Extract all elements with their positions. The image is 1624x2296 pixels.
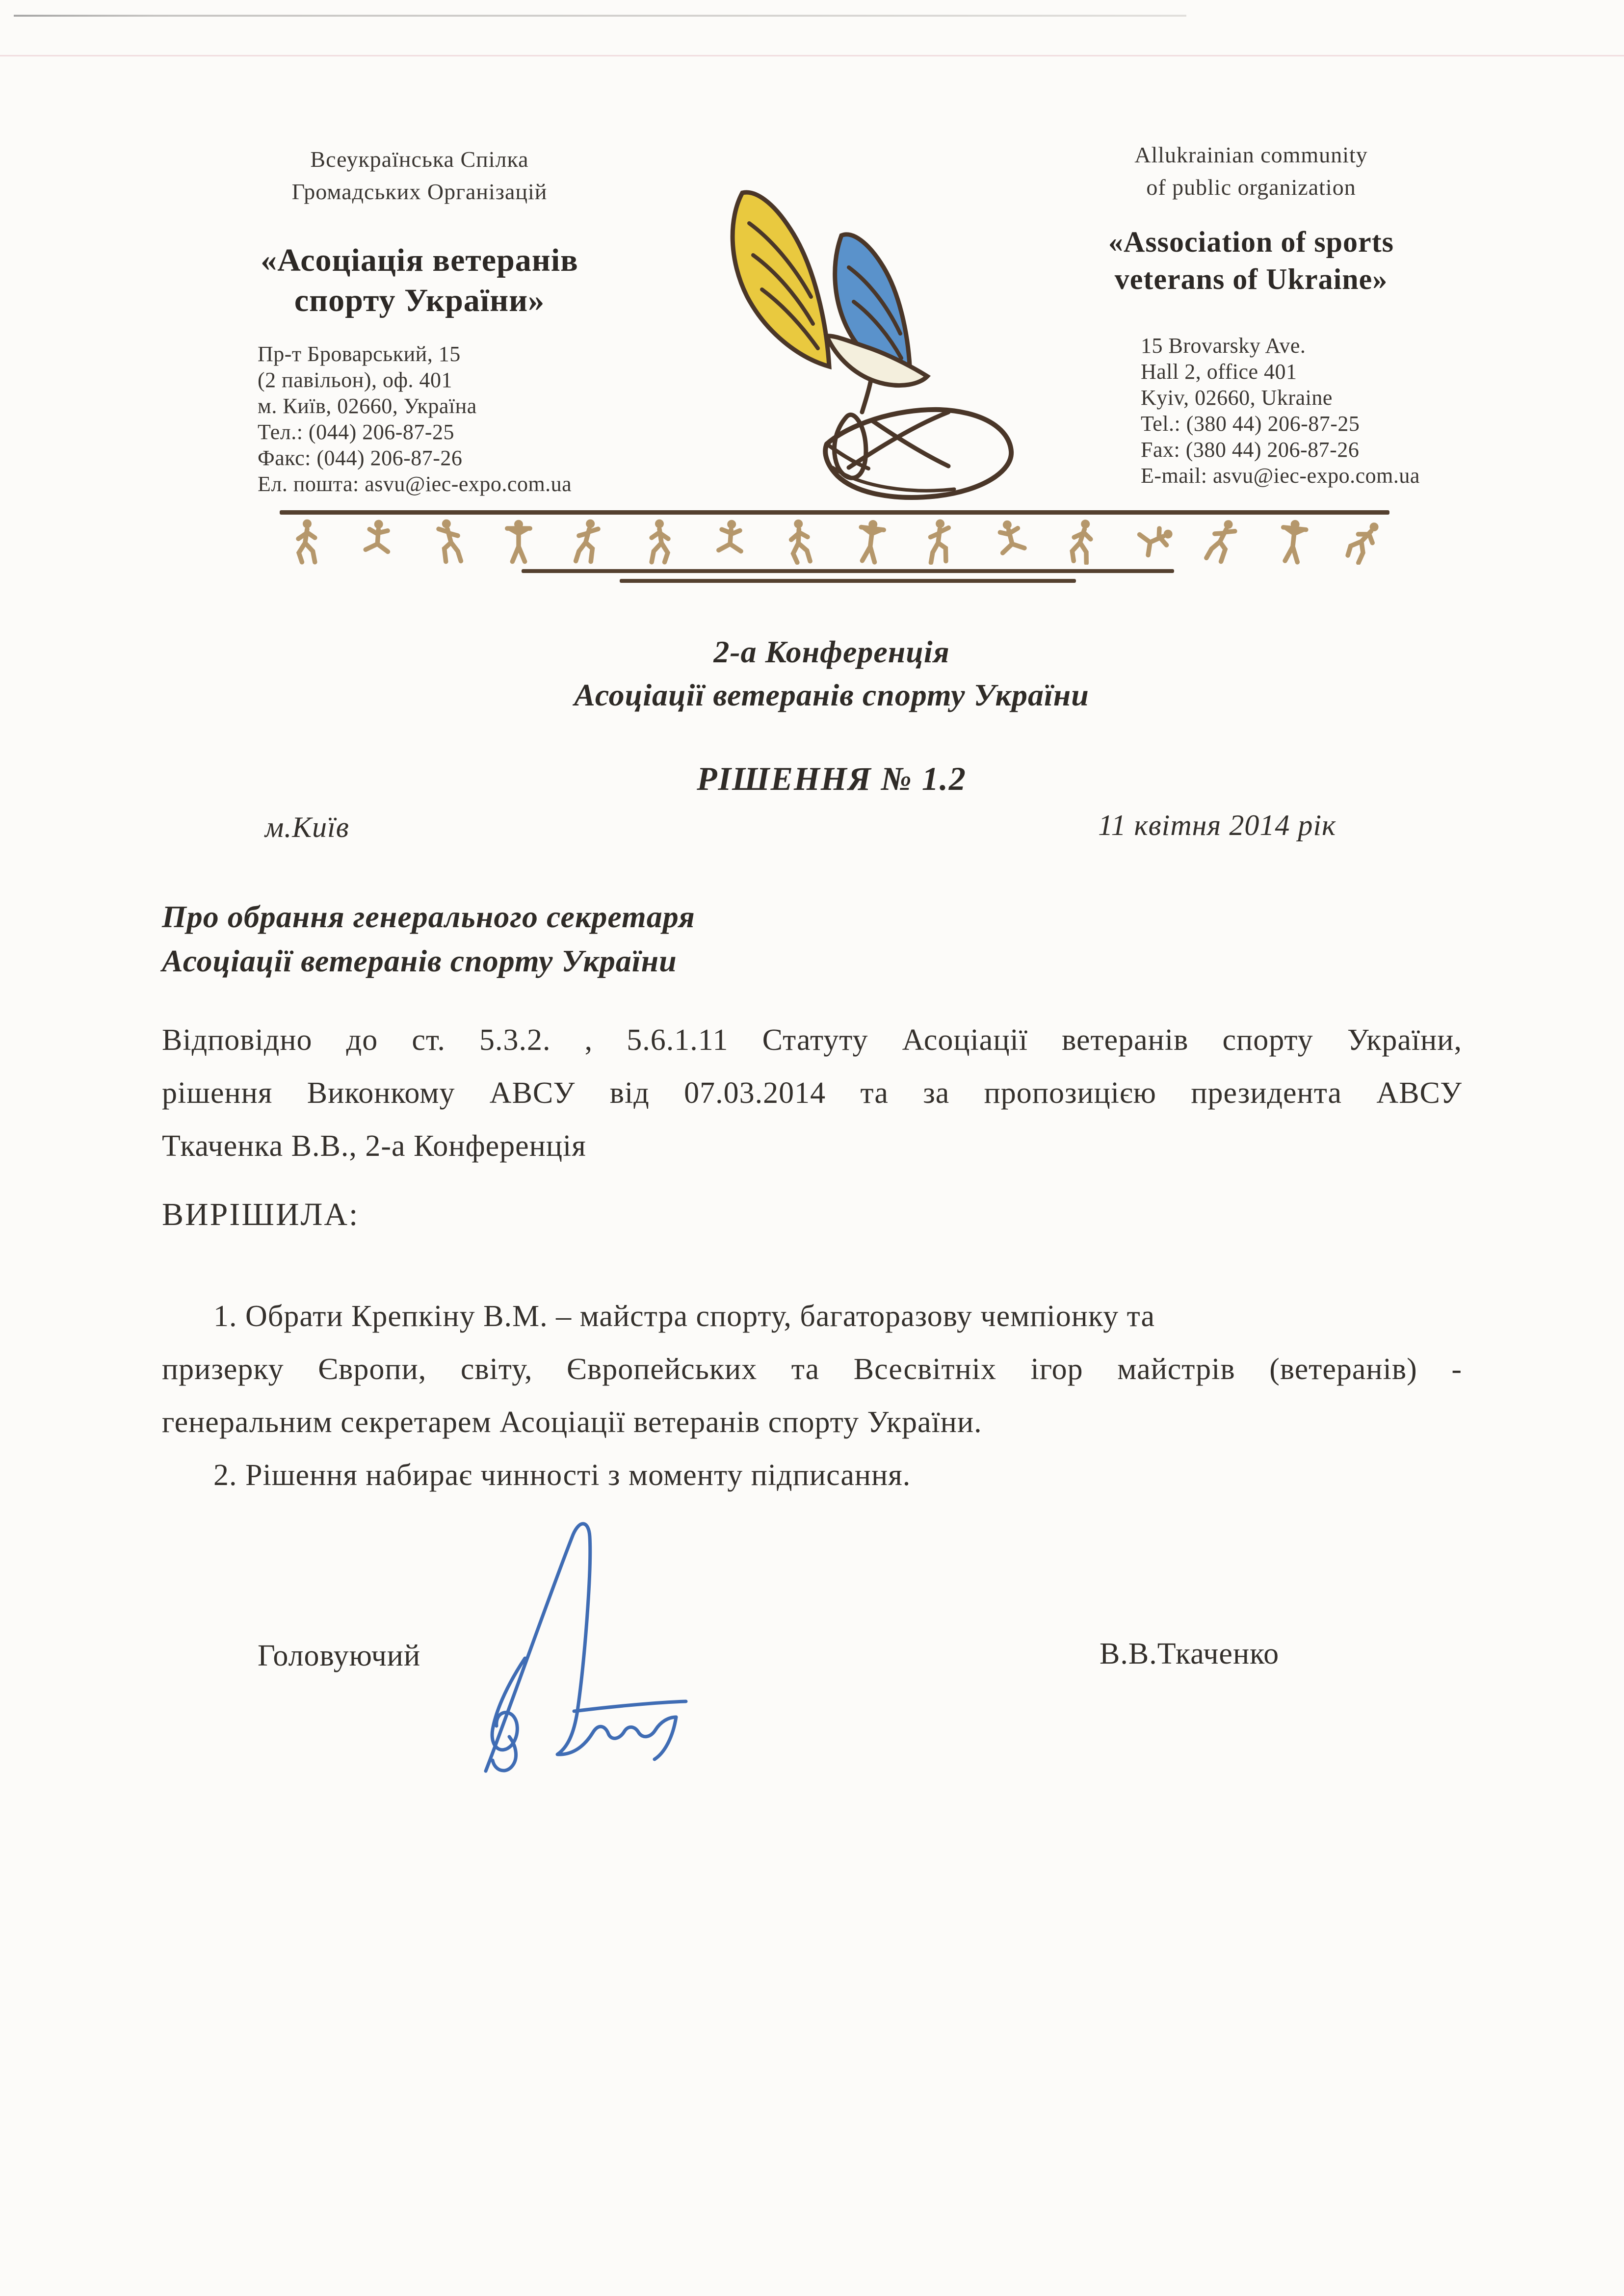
- org-name-en: «Association of sports: [1108, 226, 1394, 258]
- athlete-tennis-icon: [777, 518, 824, 565]
- address-line: Пр-т Броварський, 15: [258, 342, 461, 366]
- athlete-skier-icon: [636, 518, 683, 565]
- scan-artifact-line: [14, 15, 1186, 17]
- signatory-role: Головуючий: [258, 1639, 421, 1672]
- org-block-en: [1030, 139, 1472, 298]
- subject-line1: Про обрання генерального секретаря: [162, 899, 695, 934]
- band-rule-top: [280, 510, 1389, 515]
- sports-pictogram-row: [284, 518, 1388, 565]
- decision-date: 11 квітня 2014 рік: [1098, 809, 1336, 841]
- org-line: Всеукраїнська Спілка: [310, 147, 529, 172]
- athlete-skater-icon: [565, 518, 612, 565]
- athlete-jumper-icon: [707, 518, 754, 565]
- org-name-ua: спорту України»: [294, 283, 545, 318]
- address-line: 15 Brovarsky Ave.: [1141, 334, 1306, 358]
- preamble-line1: Відповідно до ст. 5.3.2. , 5.6.1.11 Статуту Асоціації ветеранів спорту України,: [162, 1023, 1462, 1057]
- athlete-weightlifter-icon: [495, 518, 542, 565]
- winged-sandal-logo: [680, 150, 1033, 508]
- subject-line2: Асоціації ветеранів спорту України: [162, 943, 677, 978]
- item2-line: 2. Рішення набирає чинності з моменту підписання.: [213, 1459, 911, 1492]
- address-line: Hall 2, office 401: [1141, 360, 1297, 384]
- org-line: Allukrainian community: [1134, 142, 1368, 167]
- org-name-en: veterans of Ukraine»: [1114, 263, 1388, 295]
- org-name-ua: «Асоціація ветеранів: [261, 242, 578, 278]
- athlete-cyclist-icon: [1200, 518, 1247, 565]
- address-line: Fax: (380 44) 206-87-26: [1141, 438, 1360, 462]
- org-block-ua: [172, 143, 667, 321]
- scan-artifact-pink-line: [0, 55, 1624, 56]
- decision-heading: РІШЕННЯ № 1.2: [697, 760, 967, 797]
- athlete-fencer-icon: [917, 518, 965, 565]
- athlete-thrower-icon: [988, 518, 1035, 565]
- handwritten-signature: [451, 1511, 726, 1786]
- athlete-wrestler-icon: [424, 518, 471, 565]
- band-rule-mid: [522, 569, 1174, 573]
- item1-line1: 1. Обрати Крепкіну В.М. – майстра спорту, багаторазову чемпіонку та: [213, 1300, 1155, 1333]
- athlete-hurdler-icon: [354, 518, 401, 565]
- preamble-line3: Ткаченка В.В., 2-а Конференція: [162, 1129, 586, 1163]
- address-block-en: [1141, 333, 1420, 489]
- signatory-name: В.В.Ткаченко: [1100, 1637, 1280, 1670]
- conference-title: [162, 634, 1501, 713]
- address-line: м. Київ, 02660, Україна: [258, 394, 477, 418]
- org-line: Громадських Організацій: [291, 179, 548, 204]
- athlete-table-tennis-icon: [847, 518, 894, 565]
- item1-line3: генеральним секретарем Асоціації ветеранів спорту України.: [162, 1406, 982, 1439]
- preamble-line2: рішення Виконкому АВСУ від 07.03.2014 та за пропозицією президента АВСУ: [162, 1076, 1462, 1110]
- org-line: of public organization: [1146, 175, 1356, 200]
- address-line: Kyiv, 02660, Ukraine: [1141, 386, 1333, 410]
- address-line: E-mail: asvu@iec-expo.com.ua: [1141, 464, 1420, 488]
- address-line: Tel.: (380 44) 206-87-25: [1141, 412, 1360, 436]
- item1-line2: призерку Європи, світу, Європейських та Всесвітніх ігор майстрів (ветеранів) -: [162, 1353, 1462, 1386]
- athlete-swimmer-icon: [1129, 518, 1176, 565]
- athlete-kicker-icon: [1059, 518, 1106, 565]
- address-block-ua: [258, 341, 572, 497]
- address-line: Ел. пошта: asvu@iec-expo.com.ua: [258, 472, 572, 496]
- athlete-gymnast-icon: [1270, 518, 1317, 565]
- conference-title-line1: 2-а Конференція: [713, 634, 950, 669]
- decision-place: м.Київ: [265, 811, 349, 843]
- address-line: (2 павільон), оф. 401: [258, 368, 452, 392]
- conference-title-line2: Асоціації ветеранів спорту України: [574, 678, 1089, 712]
- address-line: Факс: (044) 206-87-26: [258, 446, 463, 470]
- address-line: Тел.: (044) 206-87-25: [258, 420, 455, 444]
- athlete-runner-icon: [284, 518, 331, 565]
- band-rule-bottom: [620, 579, 1076, 583]
- athlete-diver-icon: [1340, 518, 1388, 565]
- resolved-label: ВИРІШИЛА:: [162, 1197, 360, 1232]
